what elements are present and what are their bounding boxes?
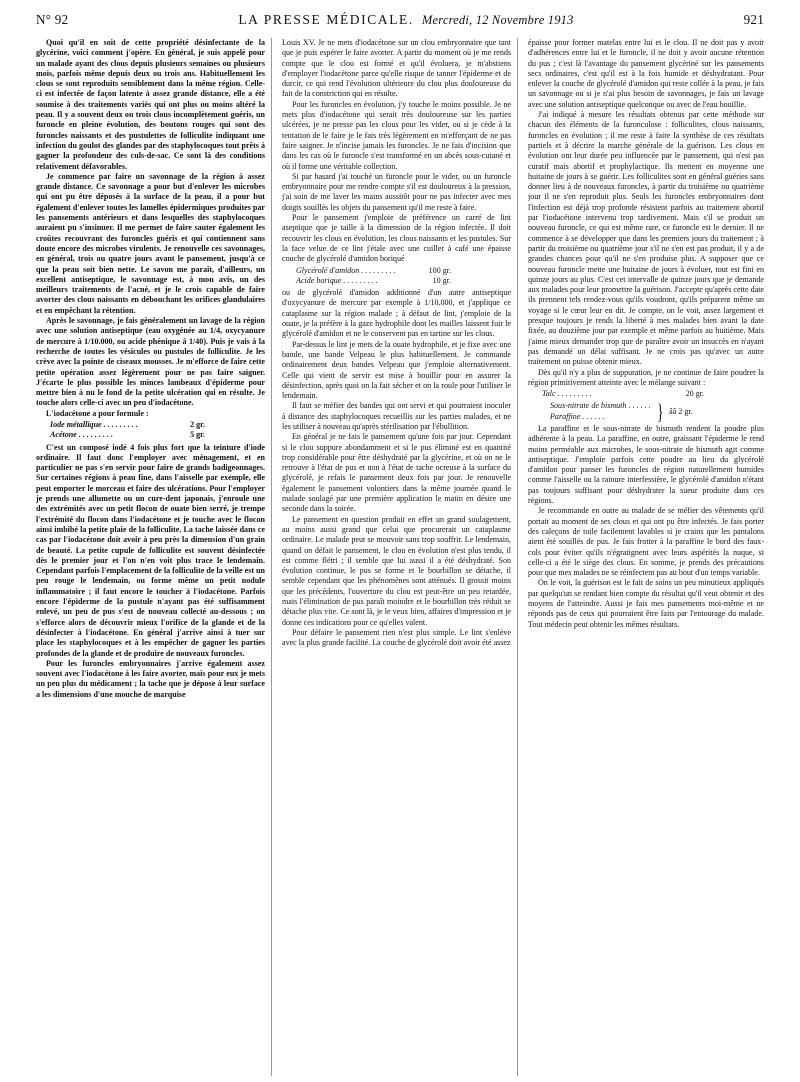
issue-number: N° 92 — [36, 12, 69, 27]
paragraph: Pour le pansement j'emploie de préférence un carré de lint aseptique que je taille à la dimension de la région infectée. Il doit recouvrir les clous en évolution, les clous naissants et les pustules. Sur la face velue de ce lint j'étale avec une cuiller à café une épaisse couche de glycérolé d'amidon boriqué — [282, 213, 511, 264]
iodacetone-formula — [36, 420, 265, 441]
paragraph: Louis XV. Je ne mets d'iodacétone sur un clou embryonnaire que tant que je puis espérer le faire avorter. A partir du moment où je me rends compte que le clou est formé et qu'il évoluera, je m'abstiens d'employer l'iodacétone parce qu'elle risque de tanner l'épiderme et de durcir, ce qui rend l'évolution ultérieure du clou plus douloureuse du fait de la constriction qui en résulte. — [282, 38, 511, 99]
grouped-ingredients — [550, 401, 651, 422]
page-header — [36, 12, 764, 34]
formula-row — [296, 276, 511, 286]
paragraph: Quoi qu'il en soit de cette propriété désinfectante de la glycérine, voici comment j'opère. En général, je suis appelé pour un malade ayant des clous depuis plusieurs semaines ou plusieurs mois, parfois même depuis deux ou trois ans. Habituellement les clous se sont reproduits sensiblement dans la même région. Celle-ci est infectée de façon latente à assez grande distance, elle a été soumise à des traitements variés qui ont plus ou moins altéré la peau. Il y a souvent deux ou trois clous incomplètement guéris, un furoncle en pleine évolution, des boutons rouges qui sont des furoncles naissants et des pustulettes de folliculite indiquant une infection du goulot des glandes par des staphylocoques tout prêts à gagner la profondeur des culs-de-sac. Ce sont là des conditions relativement défavorables. — [36, 38, 265, 171]
ingredient-name: Paraffine . . . — [550, 412, 651, 422]
paragraph: Il faut se méfier des bandes qui ont servi et qui pourraient inoculer à distance des staphylocoques recueillis sur les parties malades, et ne les utiliser à nouveau qu'après stérilisation par l'ébullition. — [282, 401, 511, 431]
ingredient-name: Talc . . . — [542, 389, 686, 399]
paragraph: Dès qu'il n'y a plus de suppuration, je ne continue de faire poudrer la région primitivement atteinte avec le mélange suivant : — [528, 367, 764, 387]
glycerole-formula — [282, 266, 511, 287]
paragraph: La paraffine et le sous-nitrate de bismuth rendent la poudre plus adhérente à la peau. La paraffine, en outre, graissant l'épiderme le rend moins perméable aux microbes, le sous-nitrate de bismuth agit comme antiseptique. J'emploie parfois cette poudre au lieu du glycérolé d'amidon pour panser les furoncles de région naturellement humides comme l'aisselle ou la rainure interfessière, le glycérolé d'amidon n'étant pas toujours suffisant pour déshydrater la sueur produite dans ces régions. — [528, 423, 764, 506]
ingredient-name: Acide borique . . . — [296, 276, 433, 286]
paragraph: C'est un composé iodé 4 fois plus fort que la teinture d'iode ordinaire. Il faut donc l'employer avec ménagement, et en particulier ne pas s'en servir pour faire de grands badigeonnages. Sur certaines régions à peau fine, dans l'aisselle par exemple, elle peut emporter le morceau et faire des ulcérations. Pour l'employer je prends une allumette ou un cure-dent japonais, j'enroule une des extrémités avec un petit flocon de ouate bien serré, je trempe l'extrémité du flocon dans l'iodacétone et je touche avec le flocon ainsi imbibé la petite plaie de la folliculite. La tache laissée dans ce cas par l'iodacétone doit avoir à peu près la dimension d'un grain de beauté. La petite cupule de folliculite est souvent désinfectée dès le premier jour et l'on n'en voit plus trace le lendemain. Cependant parfois l'emplacement de la folliculite de la veille est un peu rouge le lendemain, ou forme même un petit nodule inflammatoire ; il faut encore le toucher à l'iodacétone. Parfois encore l'épiderme de la pustule n'ayant pas été suffisamment enlevé, un peu de pus s'est de nouveau collecté au-dessous ; on s'efforce alors de découvrir mieux l'orifice de la glande et de la désinfecter à l'iodacétone. En général j'arrive ainsi à tuer sur place les staphylocoques et à les empêcher de gagner les parties profondes de la glande et de produire de nouveaux furoncles. — [36, 442, 265, 658]
column-2 — [282, 38, 518, 1076]
formula-row — [296, 266, 511, 276]
masthead — [238, 12, 573, 28]
ingredient-name: Acétone . . . — [50, 430, 190, 440]
brace-icon: } — [656, 398, 664, 424]
ingredient-qty: 100 gr. — [428, 265, 451, 275]
paragraph: ou de glycérolé d'amidon additionné d'un autre antiseptique d'oxycyanure de mercure par exemple à 1/10.000, et j'applique ce cataplasme sur la région malade ; à défaut de lint, j'emploie de la ouate, je la préfère à la gaze hydrophile dont les mailles laissent fuir le glycérolé d'amidon et ne le conservent pas en tartine sur les clous. — [282, 288, 511, 339]
paragraph: Je recommande en outre au malade de se méfier des vêtements qu'il portait au moment de ses clous et qui ont pu être infectés. Je fais porter des caleçons de toile facilement lavables si je crains que les pantalons aient été souillés de pus. Je fais frotter à la paraffine le bord des faux-cols pour éviter qu'ils n'égratignent avec leurs aspérités la nuque, si celle-ci a été le siège des clous. En somme, je prends des précautions pour que mes malades ne se réinfectent pas au bout d'un temps variable. — [528, 506, 764, 578]
formula-row — [50, 430, 265, 440]
paragraph: Je commence par faire un savonnage de la région à assez grande distance. Ce savonnage a pour but d'enlever les microbes qui ont pu être déposés à la surface de la peau, il a pour but également d'enlever toutes les lamelles épidermiques produites par les pansements antérieurs et dans lesquelles des staphylocoques auraient pu s'insinuer. Il me permet de faire sauter également les croûtes recouvrant des furoncles guéris et qui contiennent sans doute encore des microbes virulents. Je renouvelle ces savonnages, en général, trois ou quatre jours avant le pansement, jusqu'à ce que la peau soit bien nette. Le savon me paraît, d'ailleurs, un excellent antiseptique, le savonnage est, à mon avis, un des meilleurs traitements de l'acné, et je le crois capable de faire avorter des clous naissants en débouchant les orifices glandulaires et en empêchant la rétention. — [36, 171, 265, 315]
ingredient-qty: ââ 2 gr. — [669, 406, 693, 416]
column-3 — [528, 38, 764, 1076]
formula-row — [542, 389, 764, 399]
paragraph: épaisse pour former matelas entre lui et le clou. Il ne doit pas y avoir d'adhérences entre lui et le furoncle, il ne doit y avoir aucune rétention du pus ; c'est là l'avantage du pansement glycériné sur les pansements secs ordinaires, c'est qu'il est à la fois humide et déshydratant. Pour enlever la couche de glycérolé d'amidon qui reste collée à la peau, je fais un savonnage ou si je n'ai plus besoin de savonnages, je fais un lavage avec une solution antiseptique quelconque ou avec de l'eau bouillie. — [528, 38, 764, 109]
grouped-quantity — [669, 407, 692, 417]
powder-formula-first — [528, 389, 764, 399]
paragraph: Pour les furoncles en évolution, j'y touche le moins possible. Je ne mets plus d'iodacétone qui serait très douloureuse sur les parties ulcérées, je ne presse pas les clous pour les vider, ou si je cède à la tentation de le faire je le fais très légèrement en m'efforçant de ne pas faire saigner. Je n'incise jamais les furoncles. Je ne fais d'incision que dans les cas où le furoncle s'est transformé en un abcès sous-cutané et où il forme une véritable collection. — [282, 99, 511, 171]
formula-intro: L'iodacétone a pour formule : — [46, 408, 149, 418]
paragraph: Le pansement en question produit en effet un grand soulagement, au moins aussi grand que celui que procurerait un cataplasme ordinaire. Le malade peut se mouvoir sans trop souffrir. Le lendemain, quand on défait le pansement, le clou en évolution n'est plus tendu, il est comme flétri ; il semble que lui aussi il a été déshydraté. Son évolution continue, le pus se forme et le bourbillon se détache, il semble cependant que les phénomènes sont atténués. Il grossit moins que les précédents, l'ouverture du clou est peut-être un peu retardée, mais l'élimination de pus paraît moindre et le bourbillon très réduit se détache plus vite. Ce sont là, je le veux bien, affaires d'impression et je donne ces indications pour ce qu'elles valent. — [282, 514, 511, 627]
formula-row — [50, 420, 265, 430]
ingredient-qty: 20 gr. — [685, 389, 704, 399]
paragraph: Par-dessus le lint je mets de la ouate hydrophile, et je fixe avec une bande, une bande Velpeau le plus habituellement. Je commande ordinairement deux bandes Velpeau que j'emploie alternativement. Celle qui vient de servir est mise à bouillir pour en assurer la désinfection, après quoi on la fait sécher et on la roule pour l'utiliser le lendemain. — [282, 339, 511, 401]
paragraph: Si par hasard j'ai touché un furoncle pour le vider, ou un furoncle embryonnaire pour me rendre compte s'il est douloureux à la pression, j'ai soin de me laver les mains aussitôt pour ne pas infecter avec mes doigts souillés les objets du pansement qu'il me reste à faire. — [282, 171, 511, 212]
paragraph: Pour les furoncles embryonnaires j'arrive également assez souvent avec l'iodacétone à les faire avorter, mais pour eux je mets un peu plus du médicament ; la tache que je dépose à leur surface a les dimensions d'une mouche de marquise — [36, 658, 265, 699]
ingredient-name: Iode métallique . . . — [50, 420, 190, 430]
paragraph: Après le savonnage, je fais généralement un lavage de la région avec une solution antiseptique (eau oxygénée au 1/4, oxycyanure de mercure à 1/10.000, ou acide phénique à 1/40). Puis je vais à la recherche de toutes les vésicules ou pustules de folliculite. Je les crève avec la pointe de ciseaux mousses. Je m'efforce de faire cette petite opération assez légèrement pour ne pas faire saigner. J'écarte le plus possible les minces lambeaux d'épiderme pour mettre bien à nu le fond de la petite ulcération qui en résulte. Je touche alors celle-ci avec un peu d'iodacétone. — [36, 316, 265, 408]
issue-date: Mercredi, 12 Novembre 1913 — [421, 13, 574, 27]
paragraph: J'ai indiqué à mesure les résultats obtenus par cette méthode sur chacun des éléments de la furonculose : folliculites, clous naissants, furoncles en évolution ; il me reste à faire la synthèse de ces résultats partiels et à décrire la marche générale de la guérison. Les clous en évolution ont leur durée peu influencée par le pansement, qui n'est pas curatif mais abortif et prophylactique. Ils mettent en moyenne une huitaine de jours à se guérir. Les folliculites sont en général guéries sans donner lieu à de nouveaux furoncles, à partir du troisième ou quatrième jour il ne s'en reproduit plus. Seuls les furoncles embryonnaires dont l'infection est déjà trop profonde résistent parfois au traitement abortif par l'iodacétone intervenu trop tardivement. Mais s'il se produit un nouveau furoncle, ce qui est même rare, ce furoncle est le dernier. Il ne commence à se développer que dans les premiers jours du traitement ; à partir du troisième ou quatrième jour s'il ne s'en est pas produit, il y a de grandes chances pour qu'il ne s'en produise plus. A supposer que ce nouveau furoncle mette une huitaine de jours à évoluer, tout est fini en quinze jours au plus. C'est cet intervalle de quinze jours que je demande aux malades pour leur promettre la guérison. J'accepte qu'après cette date ils prennent tels rendez-vous qu'ils voudront, qu'ils préparent même un voyage si le cœur leur en dit. Je compte, on le voit, assez largement et presque toujours je rends la liberté à mes malades bien avant la date fixée, au douzième jour par exemple et même parfois au huitième. Mais j'aime mieux demander trop que de paraître avoir un insuccès en n'ayant pas demandé un délai suffisant. Je ne crois pas qu'avec un autre traitement on puisse obtenir mieux. — [528, 110, 764, 367]
article-columns — [36, 38, 764, 1076]
paragraph: Pour défaire le pansement rien n'est plus simple. Le lint s'enlève avec la plus grande facilité. La couche de glycérolé doit avoir été assez — [282, 627, 511, 648]
ingredient-name: Sous-nitrate de bismuth . . . — [550, 401, 651, 411]
paragraph: En général je ne fais le pansement qu'une fois par jour. Cependant si le clou suppure abondamment et si le pus éliminé est en quantité trop considérable pour être déshydraté par la glycérine, et où on ne le retrouve à l'état de pus et non à l'état de tache ocreuse à la surface du glycérolé, je refais le pansement deux fois par jour. Je renouvelle également le pansement volontiers dans la même journée quand le malade soulagé par une première application le matin en désire une seconde dans la soirée. — [282, 432, 511, 514]
paragraph: On le voit, la guérison est le fait de soins un peu minutieux appliqués par quelqu'un se rendant bien compte du résultat qu'il veut obtenir et des moyens de l'atteindre. Aussi je fais mes pansements moi-même et ne réponds pas de ceux qui pourraient être faits par l'entourage du malade. Tout médecin peut obtenir les mêmes résultats. — [528, 578, 764, 629]
ingredient-qty: 10 gr. — [432, 275, 451, 285]
ingredient-name: Glycérolé d'amidon . . . — [296, 266, 429, 276]
ingredient-qty: 2 gr. — [190, 419, 205, 429]
folio: 921 — [743, 12, 764, 27]
ingredient-qty: 5 gr. — [190, 430, 205, 440]
powder-formula-grouped — [528, 398, 764, 424]
column-1 — [36, 38, 272, 1076]
journal-title: LA PRESSE MÉDICALE. — [238, 12, 414, 27]
